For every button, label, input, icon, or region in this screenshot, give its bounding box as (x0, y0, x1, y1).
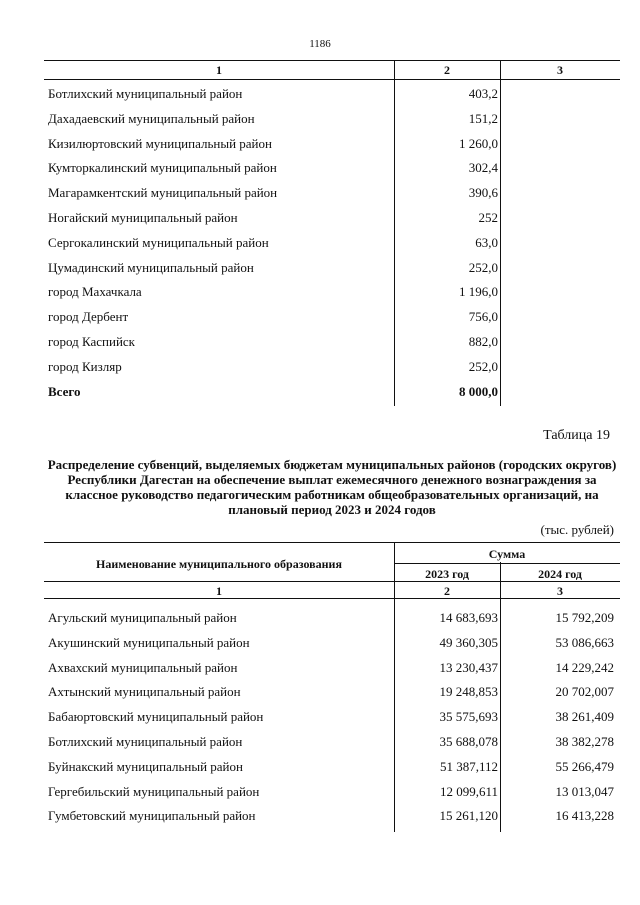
header-2024: 2024 год (538, 567, 582, 581)
amount-value: 756,0 (468, 309, 498, 325)
table-row (44, 604, 620, 629)
column-number-1: 1 (216, 584, 222, 598)
table-row (44, 278, 620, 303)
amount-2023: 14 683,693 (439, 610, 498, 625)
column-divider (394, 542, 395, 832)
amount-2024: 38 382,278 (555, 733, 614, 749)
column-divider (500, 562, 501, 832)
amount-2024: 20 702,007 (555, 684, 614, 700)
table-row (44, 778, 620, 803)
column-header-2: 2 (444, 63, 450, 77)
column-number-2: 2 (444, 584, 450, 598)
table-row (44, 629, 620, 654)
amount-2023: 35 688,078 (439, 733, 498, 749)
municipality-name: город Махачкала (48, 284, 142, 300)
amount-2023: 12 099,611 (439, 783, 498, 799)
municipality-name: Ахвахский муниципальный район (48, 659, 238, 675)
municipality-name: Магарамкентский муниципальный район (48, 185, 278, 201)
table-row (44, 204, 620, 229)
table-row (44, 654, 620, 679)
amount-2024: 14 229,242 (555, 659, 614, 675)
municipality-name: Буйнакский муниципальный район (48, 758, 243, 774)
municipality-name: город Кизляр (48, 358, 122, 374)
table-row (44, 179, 620, 204)
table-row (44, 728, 620, 753)
table-title: Распределение субвенций, выделяемых бюджетам муниципальных районов (городских округов) Республики Дагестан на обеспечение выплат ежемесячного денежного вознаграждения за классное руководство педагогическим работникам общеобразовательных организаций, на плановый период 2023 и 2024 годов (47, 457, 617, 517)
municipality-name: Сергокалинский муниципальный район (48, 234, 269, 250)
table-row (44, 802, 620, 827)
amount-value: 302,4 (468, 160, 498, 176)
table-continuation (44, 60, 620, 402)
amount-value: 252,0 (468, 259, 498, 275)
municipality-name: Ботлихский муниципальный район (48, 86, 243, 101)
table-header-row (44, 60, 620, 80)
amount-2023: 15 261,120 (439, 808, 498, 824)
column-divider (394, 60, 395, 406)
amount-2024: 55 266,479 (555, 758, 614, 774)
table-row (44, 130, 620, 155)
amount-value: 8 000,0 (459, 383, 498, 399)
amount-2024: 53 086,663 (555, 634, 614, 650)
column-header-1: 1 (216, 63, 222, 77)
amount-2023: 51 387,112 (439, 758, 498, 774)
subsidy-table (44, 542, 620, 827)
municipality-name: Гергебильский муниципальный район (48, 783, 260, 799)
amount-value: 390,6 (468, 185, 498, 201)
amount-value: 1 196,0 (459, 284, 498, 300)
header-name: Наименование муниципального образования (96, 557, 342, 571)
amount-2024: 13 013,047 (555, 783, 614, 799)
municipality-name: Кумторкалинский муниципальный район (48, 160, 277, 176)
header-2023: 2023 год (425, 567, 469, 581)
table-row (44, 353, 620, 378)
page-number: 1186 (309, 38, 331, 50)
table-row (44, 154, 620, 179)
municipality-name: Ботлихский муниципальный район (48, 733, 243, 749)
table-row (44, 328, 620, 353)
amount-value: 63,0 (475, 234, 498, 250)
total-row (44, 378, 620, 403)
municipality-name: город Дербент (48, 309, 129, 325)
municipality-name: Бабаюртовский муниципальный район (48, 709, 264, 725)
table-body (44, 80, 620, 402)
amount-value: 151,2 (468, 110, 498, 126)
municipality-name: Акушинский муниципальный район (48, 634, 250, 650)
table-row (44, 753, 620, 778)
header-divider (394, 563, 620, 564)
amount-2024: 16 413,228 (555, 808, 614, 824)
amount-2023: 35 575,693 (439, 709, 498, 725)
amount-2023: 49 360,305 (439, 634, 498, 650)
table-row (44, 254, 620, 279)
header-sum: Сумма (488, 547, 526, 561)
amount-2023: 13 230,437 (439, 659, 498, 675)
table-row (44, 303, 620, 328)
table-label: Таблица 19 (543, 428, 610, 443)
amount-2023: 19 248,853 (439, 684, 498, 700)
municipality-name: Дахадаевский муниципальный район (48, 110, 255, 126)
amount-value: 252,0 (468, 358, 498, 374)
table-row (44, 105, 620, 130)
amount-value: 1 260,0 (459, 135, 498, 151)
amount-value: 882,0 (468, 333, 498, 349)
amount-value: 403,2 (468, 86, 498, 101)
municipality-name: Ахтынский муниципальный район (48, 684, 241, 700)
table-row (44, 703, 620, 728)
municipality-name: Кизилюртовский муниципальный район (48, 135, 272, 151)
municipality-name: Ногайский муниципальный район (48, 209, 238, 225)
units-label: (тыс. рублей) (540, 522, 614, 537)
column-header-3: 3 (557, 63, 563, 77)
table-row (44, 678, 620, 703)
municipality-name: Гумбетовский муниципальный район (48, 808, 256, 824)
table-row (44, 229, 620, 254)
table-header (44, 542, 620, 598)
amount-2024: 15 792,209 (555, 610, 614, 625)
column-number-3: 3 (557, 584, 563, 598)
table-row (44, 80, 620, 105)
municipality-name: Всего (48, 383, 81, 399)
municipality-name: Агульский муниципальный район (48, 610, 237, 625)
header-divider (44, 581, 620, 582)
table-body (44, 598, 620, 827)
amount-value: 252 (478, 209, 498, 225)
amount-2024: 38 261,409 (555, 709, 614, 725)
column-divider (500, 60, 501, 406)
municipality-name: Цумадинский муниципальный район (48, 259, 254, 275)
municipality-name: город Каспийск (48, 333, 135, 349)
